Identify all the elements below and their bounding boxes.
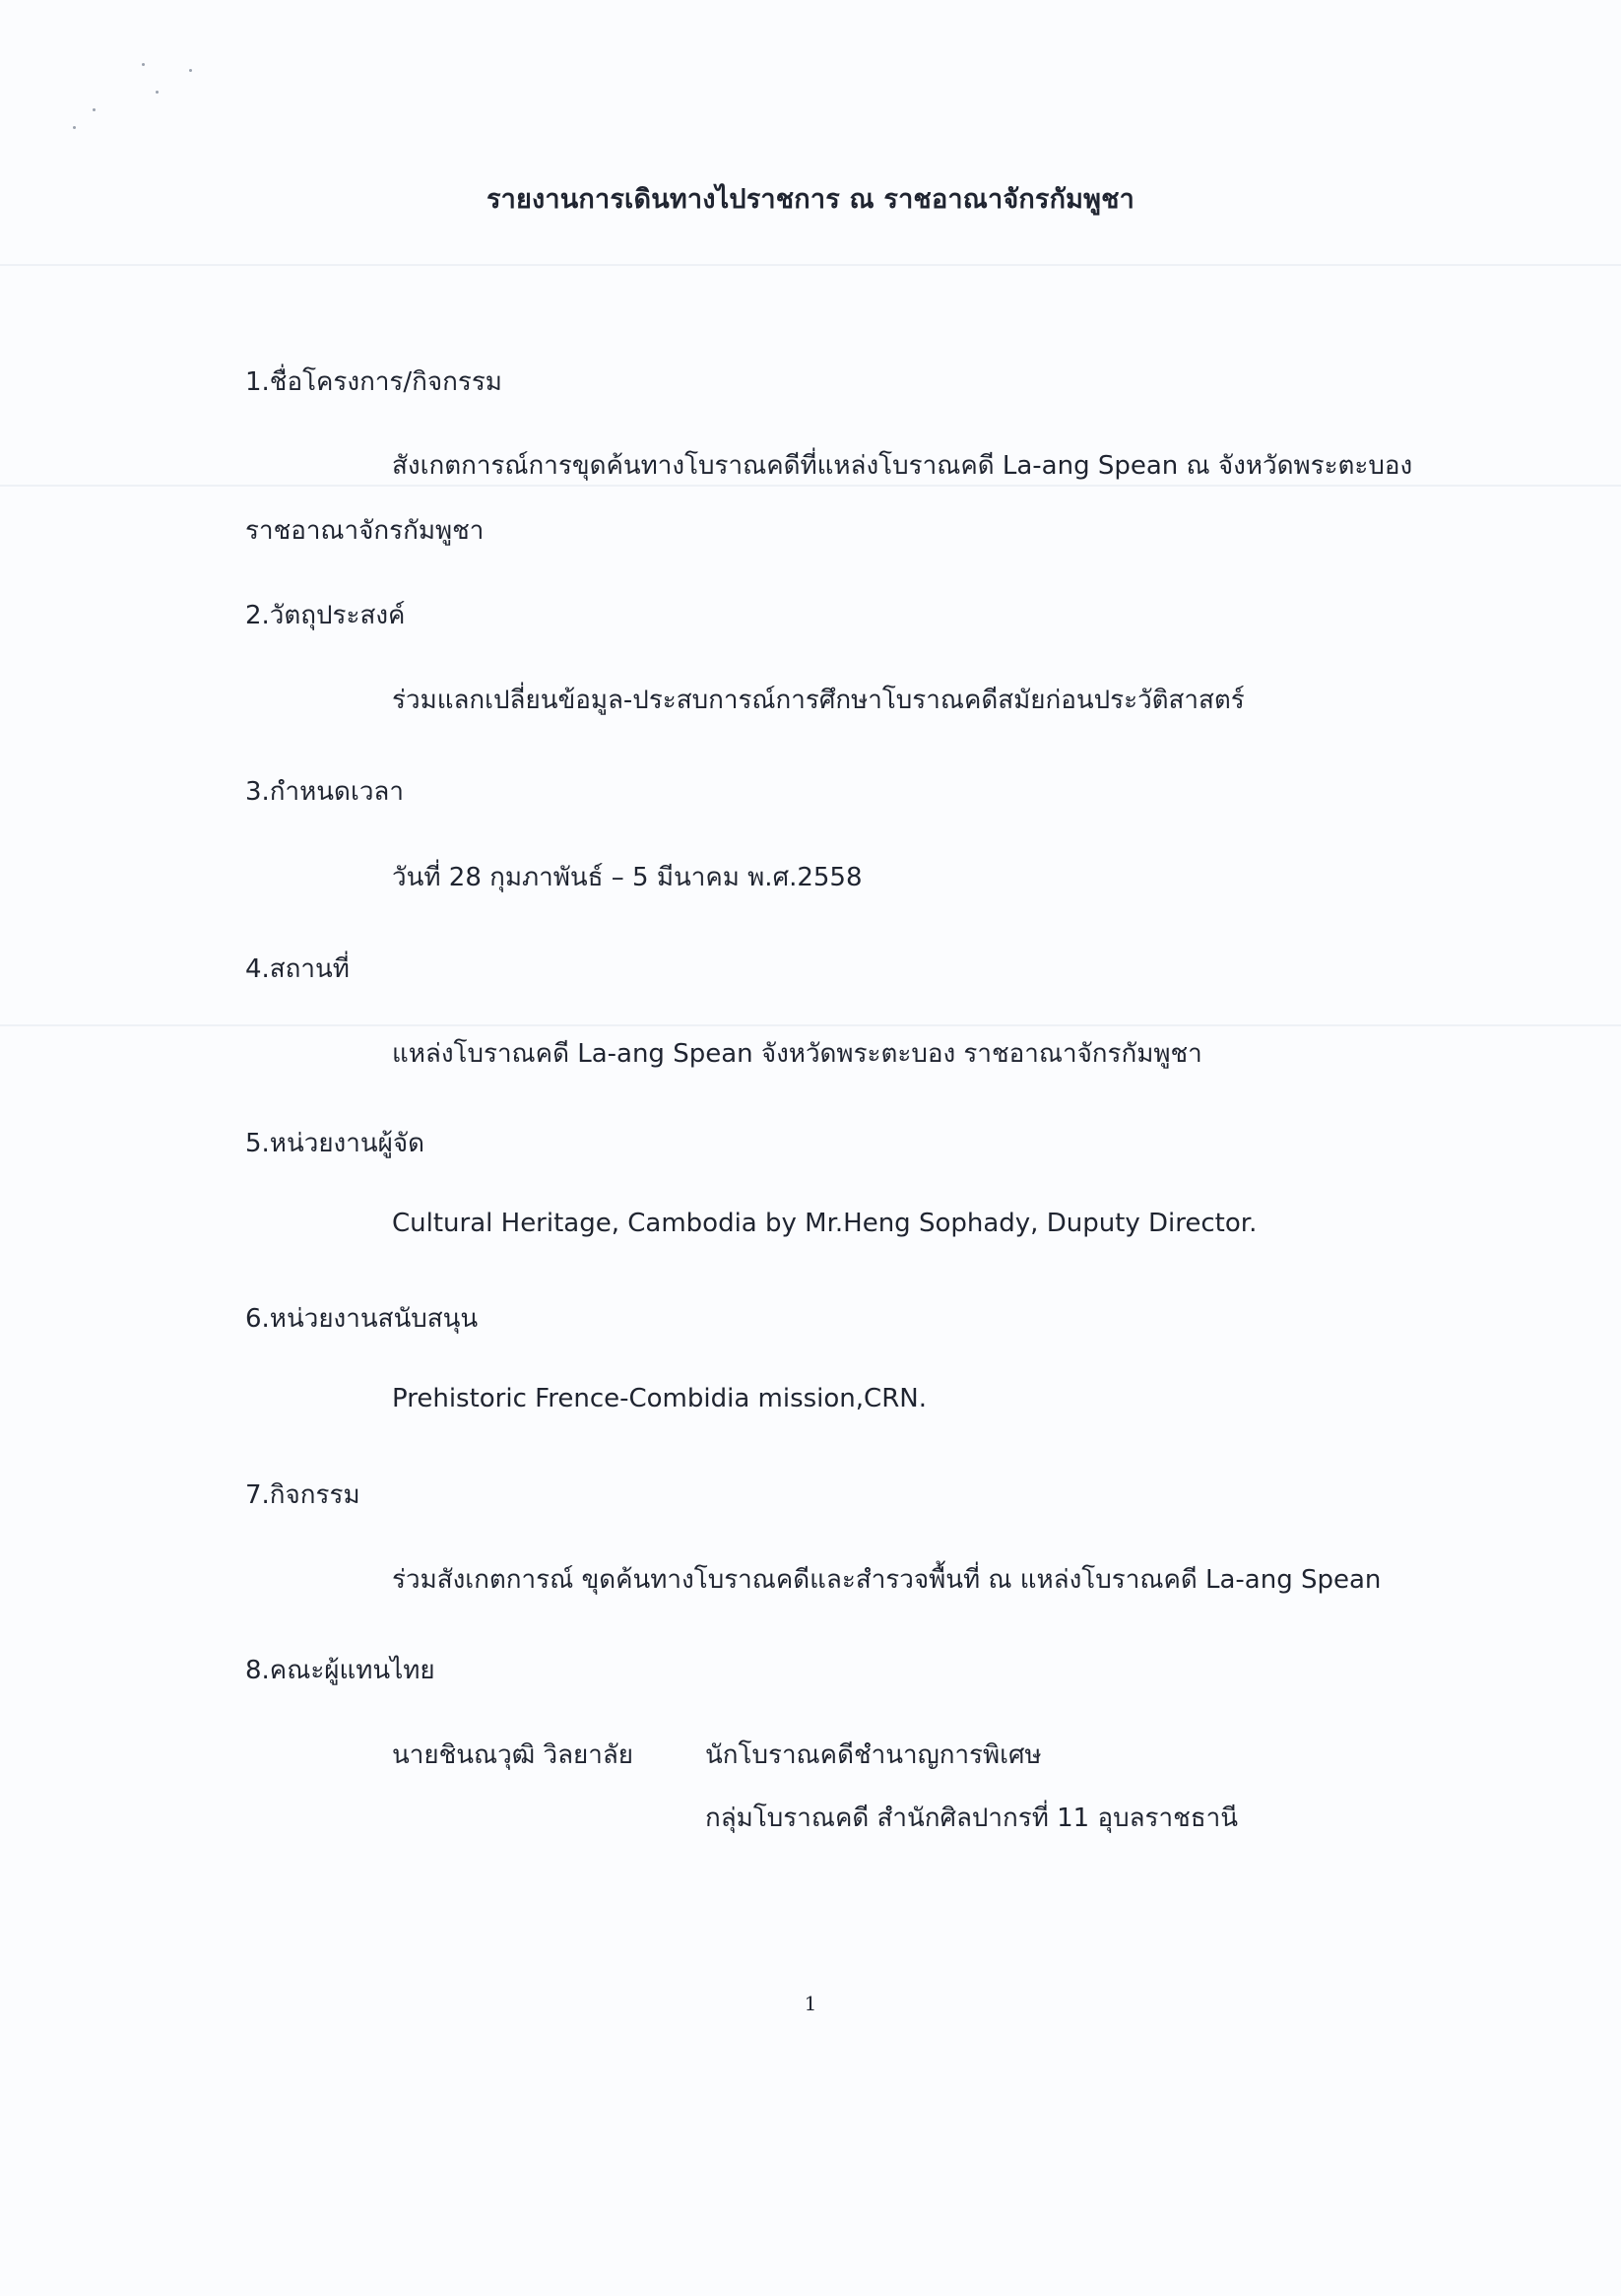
section-heading-delegation: 8.คณะผู้แทนไทย bbox=[245, 1656, 435, 1685]
section-heading-supporter: 6.หน่วยงานสนับสนุน bbox=[245, 1304, 479, 1334]
section-heading-schedule: 3.กำหนดเวลา bbox=[245, 777, 404, 807]
section-content-project-continued: ราชอาณาจักรกัมพูชา bbox=[245, 516, 485, 546]
section-content-schedule: วันที่ 28 กุมภาพันธ์ – 5 มีนาคม พ.ศ.2558 bbox=[392, 863, 863, 892]
section-content-activity: ร่วมสังเกตการณ์ ขุดค้นทางโบราณคดีและสำรวจพื้นที่ ณ แหล่งโบราณคดี La-ang Spean bbox=[392, 1565, 1382, 1595]
section-heading-organizer: 5.หน่วยงานผู้จัด bbox=[245, 1129, 424, 1158]
section-content-objective: ร่วมแลกเปลี่ยนข้อมูล-ประสบการณ์การศึกษาโบราณคดีสมัยก่อนประวัติสาสตร์ bbox=[392, 686, 1245, 715]
section-content-supporter: Prehistoric Frence-Combidia mission,CRN. bbox=[392, 1384, 927, 1413]
speck-mark bbox=[93, 108, 96, 111]
section-heading-location: 4.สถานที่ bbox=[245, 954, 350, 984]
section-content-location: แหล่งโบราณคดี La-ang Spean จังหวัดพระตะบอง ราชอาณาจักรกัมพูชา bbox=[392, 1039, 1202, 1069]
representative-office: กลุ่มโบราณคดี สำนักศิลปากรที่ 11 อุบลราชธานี bbox=[705, 1804, 1238, 1833]
speck-mark bbox=[73, 126, 76, 129]
section-content-project: สังเกตการณ์การขุดค้นทางโบราณคดีที่แหล่งโบราณคดี La-ang Spean ณ จังหวัดพระตะบอง bbox=[392, 451, 1413, 481]
section-content-organizer: Cultural Heritage, Cambodia by Mr.Heng Sophady, Duputy Director. bbox=[392, 1209, 1258, 1238]
page-number: 1 bbox=[804, 1992, 817, 2015]
representative-position: นักโบราณคดีชำนาญการพิเศษ bbox=[705, 1740, 1042, 1770]
speck-mark bbox=[189, 69, 192, 72]
speck-mark bbox=[156, 91, 159, 94]
scan-artifact-line bbox=[0, 264, 1621, 266]
section-heading-project: 1.ชื่อโครงการ/กิจกรรม bbox=[245, 367, 502, 397]
representative-name: นายชินณวุฒิ วิลยาลัย bbox=[392, 1740, 634, 1770]
section-heading-objective: 2.วัตถุประสงค์ bbox=[245, 601, 406, 630]
section-heading-activity: 7.กิจกรรม bbox=[245, 1480, 360, 1510]
scan-artifact-line bbox=[0, 1024, 1621, 1026]
speck-mark bbox=[142, 63, 145, 66]
document-title: รายงานการเดินทางไปราชการ ณ ราชอาณาจักรกัมพูชา bbox=[486, 184, 1135, 215]
